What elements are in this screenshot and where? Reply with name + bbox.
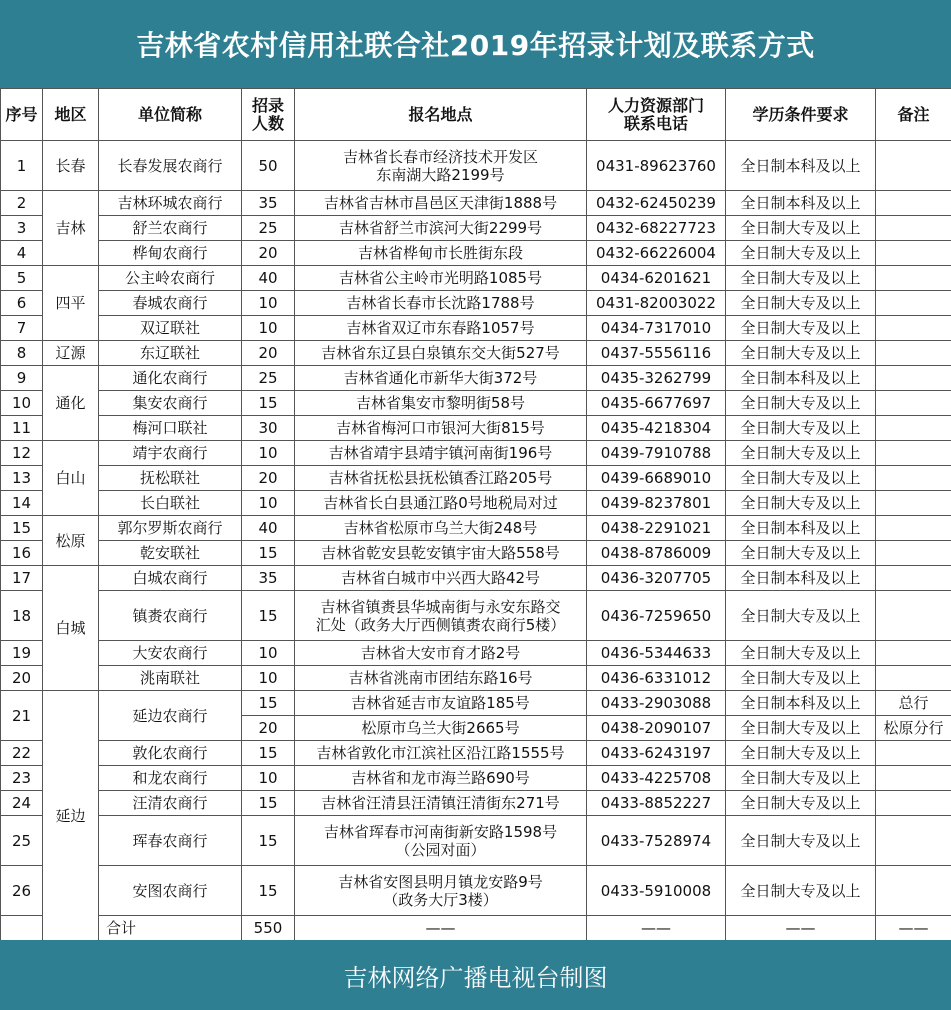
table-row — [1, 466, 951, 491]
header-unit: 单位简称 — [99, 89, 242, 141]
cell-education: 全日制本科及以上 — [726, 366, 876, 391]
cell-phone: 0432-68227723 — [587, 216, 726, 241]
cell-no: 13 — [1, 466, 43, 491]
total-row — [1, 916, 951, 941]
cell-address-line2: （政务大厅3楼） — [383, 890, 498, 909]
cell-address: 吉林省长春市长沈路1788号 — [295, 291, 587, 316]
cell-address: 吉林省和龙市海兰路690号 — [295, 766, 587, 791]
header-count-line2: 人数 — [251, 113, 284, 133]
total-count: 550 — [242, 916, 295, 941]
cell-no: 10 — [1, 391, 43, 416]
cell-count: 10 — [242, 641, 295, 666]
cell-count: 10 — [242, 766, 295, 791]
cell-address-line1: 吉林省镇赉县华城南街与永安东路交 — [320, 597, 561, 616]
header-count-line1: 招录 — [251, 95, 284, 115]
table-row — [1, 741, 951, 766]
cell-unit: 郭尔罗斯农商行 — [99, 516, 242, 541]
table-row — [1, 416, 951, 441]
cell-no: 18 — [1, 591, 43, 641]
cell-no: 25 — [1, 816, 43, 866]
cell-note — [876, 141, 951, 191]
cell-address: 吉林省梅河口市银河大街815号 — [295, 416, 587, 441]
cell-note — [876, 541, 951, 566]
cell-note — [876, 266, 951, 291]
table-row — [1, 866, 951, 916]
cell-education: 全日制大专及以上 — [726, 541, 876, 566]
cell-count: 20 — [242, 341, 295, 366]
cell-phone: 0433-2903088 — [587, 691, 726, 716]
cell-education: 全日制大专及以上 — [726, 216, 876, 241]
cell-address: 松原市乌兰大街2665号 — [295, 716, 587, 741]
cell-no: 24 — [1, 791, 43, 816]
cell-address: 吉林省大安市育才路2号 — [295, 641, 587, 666]
cell-note — [876, 666, 951, 691]
cell-address: 吉林省长白县通江路0号地税局对过 — [295, 491, 587, 516]
cell-count: 20 — [242, 716, 295, 741]
cell-note — [876, 316, 951, 341]
cell-count: 25 — [242, 216, 295, 241]
cell-no: 12 — [1, 441, 43, 466]
cell-education: 全日制大专及以上 — [726, 716, 876, 741]
cell-count: 50 — [242, 141, 295, 191]
total-note-dash: —— — [876, 916, 951, 941]
cell-address — [295, 591, 587, 641]
cell-unit: 安图农商行 — [99, 866, 242, 916]
cell-address: 吉林省松原市乌兰大街248号 — [295, 516, 587, 541]
cell-count: 10 — [242, 491, 295, 516]
cell-unit: 长春发展农商行 — [99, 141, 242, 191]
cell-address: 吉林省乾安县乾安镇宇宙大路558号 — [295, 541, 587, 566]
cell-no: 4 — [1, 241, 43, 266]
cell-unit: 梅河口联社 — [99, 416, 242, 441]
cell-note — [876, 491, 951, 516]
cell-phone: 0436-7259650 — [587, 591, 726, 641]
total-label: 合计 — [1, 916, 242, 941]
cell-education: 全日制本科及以上 — [726, 691, 876, 716]
table-row — [1, 216, 951, 241]
cell-note — [876, 816, 951, 866]
cell-phone: 0434-6201621 — [587, 266, 726, 291]
cell-count: 35 — [242, 191, 295, 216]
table-row — [1, 566, 951, 591]
cell-education: 全日制大专及以上 — [726, 766, 876, 791]
cell-address: 吉林省白城市中兴西大路42号 — [295, 566, 587, 591]
cell-region: 延边 — [43, 691, 99, 941]
table-row — [1, 391, 951, 416]
header-region: 地区 — [43, 89, 99, 141]
cell-phone: 0433-4225708 — [587, 766, 726, 791]
cell-region: 白山 — [43, 441, 99, 516]
cell-count: 10 — [242, 666, 295, 691]
cell-no: 9 — [1, 366, 43, 391]
cell-education: 全日制大专及以上 — [726, 666, 876, 691]
cell-education: 全日制大专及以上 — [726, 341, 876, 366]
cell-count: 10 — [242, 316, 295, 341]
cell-note — [876, 866, 951, 916]
cell-no: 3 — [1, 216, 43, 241]
cell-education: 全日制大专及以上 — [726, 291, 876, 316]
cell-education: 全日制大专及以上 — [726, 641, 876, 666]
cell-note — [876, 341, 951, 366]
cell-unit: 洮南联社 — [99, 666, 242, 691]
header-no: 序号 — [1, 89, 43, 141]
table-row — [1, 541, 951, 566]
cell-note — [876, 391, 951, 416]
cell-unit: 舒兰农商行 — [99, 216, 242, 241]
cell-education: 全日制大专及以上 — [726, 591, 876, 641]
cell-unit: 桦甸农商行 — [99, 241, 242, 266]
cell-note — [876, 566, 951, 591]
cell-no: 6 — [1, 291, 43, 316]
cell-education: 全日制大专及以上 — [726, 466, 876, 491]
cell-unit: 长白联社 — [99, 491, 242, 516]
cell-note — [876, 416, 951, 441]
cell-education: 全日制大专及以上 — [726, 441, 876, 466]
cell-address: 吉林省吉林市昌邑区天津街1888号 — [295, 191, 587, 216]
table-row — [1, 191, 951, 216]
cell-no: 1 — [1, 141, 43, 191]
table-row — [1, 266, 951, 291]
header-note: 备注 — [876, 89, 951, 141]
cell-address: 吉林省集安市黎明街58号 — [295, 391, 587, 416]
cell-note — [876, 791, 951, 816]
cell-note — [876, 766, 951, 791]
table-row — [1, 641, 951, 666]
cell-note — [876, 366, 951, 391]
cell-phone: 0437-5556116 — [587, 341, 726, 366]
cell-no: 16 — [1, 541, 43, 566]
cell-count: 15 — [242, 541, 295, 566]
cell-no: 22 — [1, 741, 43, 766]
cell-count: 35 — [242, 566, 295, 591]
cell-phone: 0438-2090107 — [587, 716, 726, 741]
cell-count: 15 — [242, 391, 295, 416]
cell-count: 15 — [242, 591, 295, 641]
table-row — [1, 241, 951, 266]
table-row — [1, 691, 951, 716]
cell-address-line1: 吉林省长春市经济技术开发区 — [342, 147, 538, 166]
table-row — [1, 516, 951, 541]
cell-region: 白城 — [43, 566, 99, 691]
cell-unit: 和龙农商行 — [99, 766, 242, 791]
cell-phone: 0432-66226004 — [587, 241, 726, 266]
cell-phone: 0433-6243197 — [587, 741, 726, 766]
cell-count: 15 — [242, 741, 295, 766]
cell-unit: 通化农商行 — [99, 366, 242, 391]
total-address-dash: —— — [295, 916, 587, 941]
cell-unit: 珲春农商行 — [99, 816, 242, 866]
cell-unit: 春城农商行 — [99, 291, 242, 316]
cell-note — [876, 441, 951, 466]
cell-phone: 0435-6677697 — [587, 391, 726, 416]
cell-no: 14 — [1, 491, 43, 516]
table-row — [1, 316, 951, 341]
cell-phone: 0439-6689010 — [587, 466, 726, 491]
cell-note — [876, 466, 951, 491]
header-education: 学历条件要求 — [726, 89, 876, 141]
table-row — [1, 366, 951, 391]
cell-unit: 延边农商行 — [99, 691, 242, 741]
cell-note — [876, 291, 951, 316]
cell-phone: 0433-8852227 — [587, 791, 726, 816]
table-row — [1, 341, 951, 366]
cell-address: 吉林省公主岭市光明路1085号 — [295, 266, 587, 291]
cell-count: 20 — [242, 241, 295, 266]
cell-no: 20 — [1, 666, 43, 691]
cell-unit: 吉林环城农商行 — [99, 191, 242, 216]
total-education-dash: —— — [726, 916, 876, 941]
cell-count: 15 — [242, 791, 295, 816]
cell-phone: 0433-5910008 — [587, 866, 726, 916]
cell-education: 全日制大专及以上 — [726, 741, 876, 766]
cell-region: 吉林 — [43, 191, 99, 266]
cell-count: 10 — [242, 441, 295, 466]
cell-count: 15 — [242, 816, 295, 866]
cell-phone: 0435-4218304 — [587, 416, 726, 441]
cell-phone: 0431-82003022 — [587, 291, 726, 316]
cell-address: 吉林省敦化市江滨社区沿江路1555号 — [295, 741, 587, 766]
cell-region: 四平 — [43, 266, 99, 341]
cell-phone: 0435-3262799 — [587, 366, 726, 391]
cell-note — [876, 516, 951, 541]
cell-count: 10 — [242, 291, 295, 316]
cell-unit: 公主岭农商行 — [99, 266, 242, 291]
cell-no: 11 — [1, 416, 43, 441]
header-count — [242, 89, 295, 141]
cell-unit: 抚松联社 — [99, 466, 242, 491]
cell-no: 8 — [1, 341, 43, 366]
cell-note: 总行 — [876, 691, 951, 716]
header-phone-line1: 人力资源部门 — [607, 95, 704, 115]
cell-count: 40 — [242, 516, 295, 541]
cell-no: 21 — [1, 691, 43, 741]
cell-no: 2 — [1, 191, 43, 216]
cell-phone: 0436-3207705 — [587, 566, 726, 591]
cell-count: 20 — [242, 466, 295, 491]
table-row — [1, 141, 951, 191]
cell-no: 26 — [1, 866, 43, 916]
table-header-row — [1, 89, 951, 141]
cell-note: 松原分行 — [876, 716, 951, 741]
cell-no: 7 — [1, 316, 43, 341]
header-phone-line2: 联系电话 — [623, 113, 688, 133]
cell-address: 吉林省抚松县抚松镇香江路205号 — [295, 466, 587, 491]
total-phone-dash: —— — [587, 916, 726, 941]
cell-address-line1: 吉林省安图县明月镇龙安路9号 — [338, 872, 543, 891]
cell-address: 吉林省通化市新华大街372号 — [295, 366, 587, 391]
table-row — [1, 766, 951, 791]
cell-no: 5 — [1, 266, 43, 291]
cell-region: 松原 — [43, 516, 99, 566]
cell-education: 全日制大专及以上 — [726, 866, 876, 916]
cell-region: 辽源 — [43, 341, 99, 366]
recruitment-table — [0, 88, 951, 941]
cell-education: 全日制大专及以上 — [726, 791, 876, 816]
cell-phone: 0439-7910788 — [587, 441, 726, 466]
cell-note — [876, 216, 951, 241]
cell-education: 全日制大专及以上 — [726, 241, 876, 266]
cell-region: 长春 — [43, 141, 99, 191]
cell-education: 全日制大专及以上 — [726, 491, 876, 516]
cell-note — [876, 741, 951, 766]
cell-unit: 敦化农商行 — [99, 741, 242, 766]
cell-count: 15 — [242, 691, 295, 716]
cell-address: 吉林省舒兰市滨河大街2299号 — [295, 216, 587, 241]
cell-unit: 靖宇农商行 — [99, 441, 242, 466]
cell-note — [876, 191, 951, 216]
table-row — [1, 441, 951, 466]
cell-unit: 汪清农商行 — [99, 791, 242, 816]
cell-region: 通化 — [43, 366, 99, 441]
table-row — [1, 491, 951, 516]
cell-education: 全日制大专及以上 — [726, 816, 876, 866]
cell-no: 15 — [1, 516, 43, 541]
cell-education: 全日制本科及以上 — [726, 566, 876, 591]
header-address: 报名地点 — [295, 89, 587, 141]
table-row — [1, 666, 951, 691]
cell-unit: 乾安联社 — [99, 541, 242, 566]
header-phone — [587, 89, 726, 141]
cell-education: 全日制本科及以上 — [726, 516, 876, 541]
cell-address — [295, 816, 587, 866]
cell-unit: 集安农商行 — [99, 391, 242, 416]
cell-count: 25 — [242, 366, 295, 391]
cell-unit: 大安农商行 — [99, 641, 242, 666]
cell-no: 23 — [1, 766, 43, 791]
cell-phone: 0434-7317010 — [587, 316, 726, 341]
cell-address: 吉林省延吉市友谊路185号 — [295, 691, 587, 716]
cell-phone: 0438-8786009 — [587, 541, 726, 566]
cell-education: 全日制大专及以上 — [726, 391, 876, 416]
table-row — [1, 591, 951, 641]
cell-unit: 白城农商行 — [99, 566, 242, 591]
cell-note — [876, 591, 951, 641]
cell-phone: 0439-8237801 — [587, 491, 726, 516]
table-row — [1, 816, 951, 866]
footer-credit: 吉林网络广播电视台制图 — [0, 940, 951, 1010]
cell-address-line2: （公园对面） — [395, 840, 486, 859]
cell-unit: 双辽联社 — [99, 316, 242, 341]
cell-no: 19 — [1, 641, 43, 666]
cell-phone: 0438-2291021 — [587, 516, 726, 541]
cell-count: 15 — [242, 866, 295, 916]
cell-address-line2: 汇处（政务大厅西侧镇赉农商行5楼） — [315, 615, 566, 634]
cell-education: 全日制大专及以上 — [726, 416, 876, 441]
cell-count: 40 — [242, 266, 295, 291]
cell-address: 吉林省靖宇县靖宇镇河南街196号 — [295, 441, 587, 466]
cell-phone: 0436-5344633 — [587, 641, 726, 666]
cell-address: 吉林省桦甸市长胜街东段 — [295, 241, 587, 266]
cell-education: 全日制本科及以上 — [726, 191, 876, 216]
cell-no: 17 — [1, 566, 43, 591]
cell-address-line1: 吉林省珲春市河南街新安路1598号 — [323, 822, 558, 841]
table-row — [1, 791, 951, 816]
page-title: 吉林省农村信用社联合社2019年招录计划及联系方式 — [0, 0, 951, 88]
cell-phone: 0432-62450239 — [587, 191, 726, 216]
cell-count: 30 — [242, 416, 295, 441]
cell-education: 全日制大专及以上 — [726, 316, 876, 341]
cell-address: 吉林省洮南市团结东路16号 — [295, 666, 587, 691]
cell-note — [876, 241, 951, 266]
cell-address: 吉林省汪清县汪清镇汪清街东271号 — [295, 791, 587, 816]
cell-education: 全日制大专及以上 — [726, 266, 876, 291]
cell-address: 吉林省东辽县白泉镇东交大街527号 — [295, 341, 587, 366]
cell-address: 吉林省双辽市东春路1057号 — [295, 316, 587, 341]
cell-unit: 东辽联社 — [99, 341, 242, 366]
cell-address-line2: 东南湖大路2199号 — [376, 165, 505, 184]
cell-address — [295, 866, 587, 916]
table-row — [1, 291, 951, 316]
cell-phone: 0436-6331012 — [587, 666, 726, 691]
cell-phone: 0431-89623760 — [587, 141, 726, 191]
cell-phone: 0433-7528974 — [587, 816, 726, 866]
cell-address — [295, 141, 587, 191]
cell-unit: 镇赉农商行 — [99, 591, 242, 641]
cell-education: 全日制本科及以上 — [726, 141, 876, 191]
cell-note — [876, 641, 951, 666]
